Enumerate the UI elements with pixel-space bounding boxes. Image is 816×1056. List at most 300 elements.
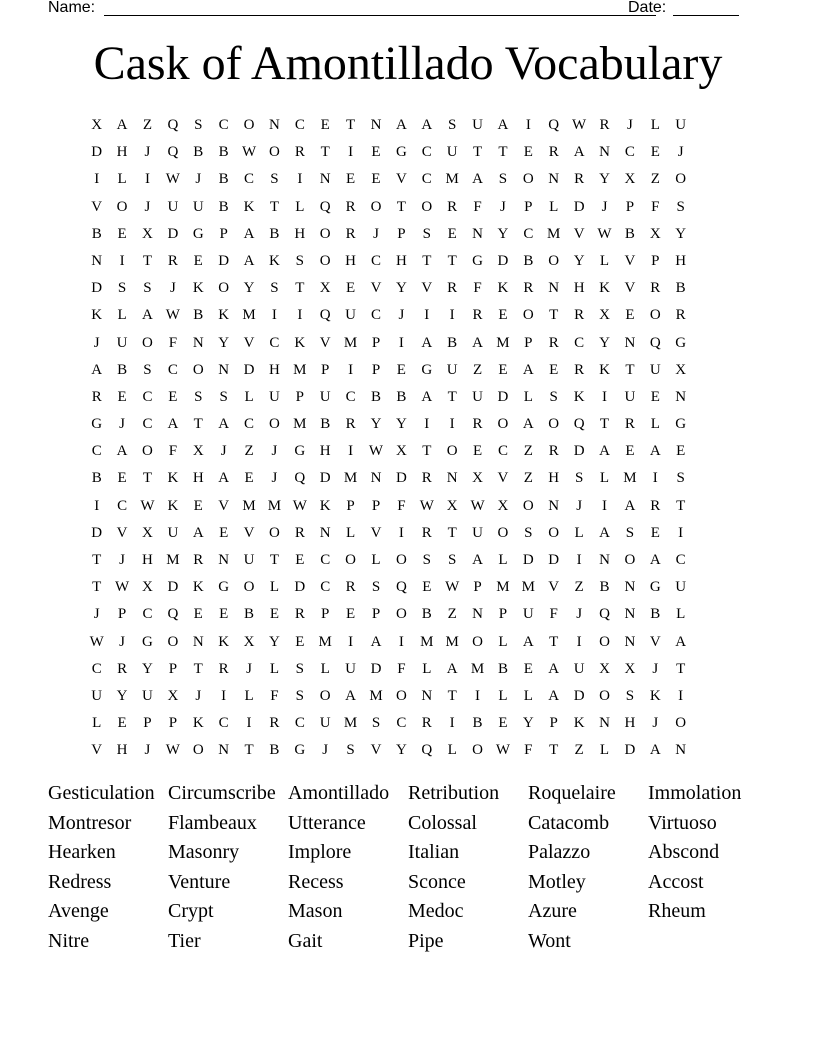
grid-letter[interactable]: A	[345, 687, 357, 704]
grid-letter[interactable]: U	[472, 388, 483, 405]
grid-letter[interactable]: O	[319, 687, 331, 704]
grid-letter[interactable]: T	[447, 524, 457, 541]
grid-letter[interactable]: X	[142, 524, 153, 541]
grid-letter[interactable]: M	[343, 715, 358, 732]
grid-letter[interactable]: G	[472, 252, 483, 269]
grid-letter[interactable]: C	[91, 443, 102, 460]
grid-letter[interactable]: U	[192, 198, 204, 215]
grid-letter[interactable]: T	[498, 144, 508, 161]
grid-letter[interactable]: U	[649, 361, 661, 378]
grid-letter[interactable]: A	[116, 443, 128, 460]
grid-letter[interactable]: A	[624, 497, 636, 514]
grid-letter[interactable]: T	[142, 252, 153, 269]
grid-letter[interactable]: A	[421, 117, 433, 133]
grid-letter[interactable]: U	[446, 361, 458, 378]
grid-letter[interactable]: P	[321, 361, 330, 378]
grid-letter[interactable]: Y	[395, 280, 407, 297]
grid-letter[interactable]: R	[447, 198, 458, 215]
grid-letter[interactable]: Q	[548, 117, 560, 133]
grid-letter[interactable]: E	[320, 117, 330, 133]
grid-letter[interactable]: Y	[370, 416, 382, 433]
grid-letter[interactable]: O	[548, 252, 560, 269]
grid-letter[interactable]: M	[496, 334, 510, 351]
grid-letter[interactable]: A	[497, 117, 509, 133]
grid-letter[interactable]: M	[623, 470, 637, 487]
grid-letter[interactable]: Z	[523, 470, 533, 487]
grid-letter[interactable]: D	[91, 524, 103, 541]
grid-letter[interactable]: Y	[599, 334, 610, 351]
grid-letter[interactable]: G	[142, 633, 153, 650]
grid-letter[interactable]: G	[421, 361, 433, 378]
grid-letter[interactable]: R	[421, 524, 432, 541]
grid-letter[interactable]: H	[675, 252, 687, 269]
grid-letter[interactable]: J	[144, 742, 151, 759]
grid-letter[interactable]: E	[346, 280, 356, 297]
grid-letter[interactable]: I	[348, 443, 354, 460]
grid-letter[interactable]: E	[168, 388, 178, 405]
grid-letter[interactable]: E	[117, 225, 127, 242]
grid-letter[interactable]: L	[650, 416, 660, 433]
grid-letter[interactable]: P	[321, 606, 330, 623]
grid-letter[interactable]: B	[624, 225, 635, 242]
grid-letter[interactable]: I	[348, 633, 354, 650]
grid-letter[interactable]: E	[523, 660, 533, 677]
grid-letter[interactable]: W	[292, 497, 307, 514]
grid-letter[interactable]: X	[142, 579, 153, 596]
grid-letter[interactable]: H	[395, 252, 407, 269]
grid-letter[interactable]: N	[192, 633, 204, 650]
grid-letter[interactable]: J	[373, 225, 379, 242]
grid-letter[interactable]: Q	[649, 334, 661, 351]
grid-letter[interactable]: D	[497, 388, 509, 405]
grid-letter[interactable]: O	[218, 280, 230, 297]
grid-letter[interactable]: P	[524, 198, 533, 215]
grid-letter[interactable]: F	[473, 198, 482, 215]
grid-letter[interactable]: R	[599, 117, 610, 133]
grid-letter[interactable]: G	[675, 416, 687, 433]
grid-letter[interactable]: J	[119, 416, 125, 433]
grid-letter[interactable]: N	[218, 742, 230, 759]
grid-letter[interactable]: Y	[497, 225, 509, 242]
grid-letter[interactable]: W	[495, 742, 511, 759]
grid-letter[interactable]: R	[269, 715, 280, 732]
grid-letter[interactable]: T	[422, 252, 432, 269]
grid-letter[interactable]: U	[345, 660, 357, 677]
grid-letter[interactable]: R	[523, 280, 534, 297]
grid-letter[interactable]: E	[498, 307, 508, 324]
grid-letter[interactable]: I	[602, 388, 607, 405]
grid-letter[interactable]: E	[269, 606, 280, 623]
grid-letter[interactable]: L	[498, 552, 508, 568]
grid-letter[interactable]: B	[523, 252, 534, 269]
grid-letter[interactable]: V	[116, 524, 128, 541]
grid-letter[interactable]: A	[548, 660, 560, 677]
grid-letter[interactable]: O	[522, 171, 534, 188]
grid-letter[interactable]: R	[675, 307, 686, 324]
grid-letter[interactable]: O	[522, 497, 534, 514]
grid-letter[interactable]: A	[522, 416, 534, 433]
grid-letter[interactable]: S	[194, 117, 203, 133]
grid-letter[interactable]: L	[676, 606, 686, 623]
grid-letter[interactable]: T	[295, 280, 305, 297]
grid-letter[interactable]: I	[398, 524, 404, 541]
grid-letter[interactable]: S	[625, 524, 635, 541]
grid-letter[interactable]: P	[549, 715, 558, 732]
grid-letter[interactable]: X	[624, 660, 636, 677]
grid-letter[interactable]: L	[346, 524, 356, 541]
grid-letter[interactable]: L	[523, 687, 533, 704]
grid-letter[interactable]: T	[142, 470, 153, 487]
grid-letter[interactable]: S	[219, 388, 228, 405]
grid-letter[interactable]: X	[599, 660, 610, 677]
grid-letter[interactable]: W	[165, 307, 180, 324]
grid-letter[interactable]: I	[424, 416, 430, 433]
grid-letter[interactable]: I	[449, 715, 455, 732]
grid-letter[interactable]: D	[91, 280, 103, 297]
grid-letter[interactable]: M	[166, 552, 180, 568]
grid-letter[interactable]: W	[165, 742, 180, 759]
grid-letter[interactable]: A	[370, 633, 382, 650]
grid-letter[interactable]: E	[472, 443, 483, 460]
grid-letter[interactable]: N	[548, 280, 560, 297]
grid-letter[interactable]: E	[650, 524, 660, 541]
grid-letter[interactable]: S	[447, 117, 457, 133]
grid-letter[interactable]: O	[472, 742, 483, 759]
grid-letter[interactable]: P	[498, 606, 508, 623]
grid-letter[interactable]: P	[651, 252, 660, 269]
grid-letter[interactable]: C	[345, 388, 356, 405]
grid-letter[interactable]: L	[117, 307, 127, 324]
grid-letter[interactable]: B	[218, 171, 229, 188]
grid-letter[interactable]: R	[294, 144, 305, 161]
grid-letter[interactable]: O	[142, 443, 153, 460]
grid-letter[interactable]: L	[269, 579, 280, 596]
grid-letter[interactable]: O	[395, 606, 407, 623]
grid-letter[interactable]: I	[348, 361, 354, 378]
grid-letter[interactable]: O	[319, 252, 331, 269]
grid-letter[interactable]: D	[395, 470, 407, 487]
grid-letter[interactable]: T	[472, 144, 483, 161]
grid-letter[interactable]: G	[218, 579, 230, 596]
grid-letter[interactable]: G	[395, 144, 407, 161]
grid-letter[interactable]: B	[91, 470, 102, 487]
grid-letter[interactable]: V	[649, 633, 661, 650]
grid-letter[interactable]: Y	[395, 742, 407, 759]
grid-letter[interactable]: E	[193, 606, 203, 623]
grid-letter[interactable]: I	[398, 334, 404, 351]
grid-letter[interactable]: Y	[269, 633, 280, 650]
grid-letter[interactable]: C	[370, 252, 381, 269]
grid-letter[interactable]: N	[91, 252, 103, 269]
grid-letter[interactable]: T	[625, 361, 635, 378]
grid-letter[interactable]: K	[599, 280, 610, 297]
grid-letter[interactable]: G	[675, 334, 687, 351]
grid-letter[interactable]: C	[294, 715, 305, 732]
grid-letter[interactable]: M	[318, 633, 332, 650]
grid-letter[interactable]: A	[116, 117, 128, 133]
grid-letter[interactable]: X	[243, 633, 255, 650]
grid-letter[interactable]: M	[293, 416, 307, 433]
grid-letter[interactable]: L	[599, 470, 610, 487]
grid-letter[interactable]: U	[243, 552, 255, 568]
grid-letter[interactable]: K	[192, 715, 204, 732]
grid-letter[interactable]: L	[498, 633, 508, 650]
grid-letter[interactable]: N	[192, 334, 204, 351]
grid-letter[interactable]: C	[497, 443, 508, 460]
grid-letter[interactable]: M	[445, 171, 459, 188]
grid-letter[interactable]: J	[119, 633, 125, 650]
grid-letter[interactable]: E	[193, 497, 203, 514]
grid-letter[interactable]: W	[572, 117, 587, 133]
grid-letter[interactable]: Y	[243, 280, 255, 297]
grid-letter[interactable]: B	[117, 361, 128, 378]
grid-letter[interactable]: L	[269, 660, 280, 677]
grid-letter[interactable]: V	[573, 225, 585, 242]
grid-letter[interactable]: T	[269, 198, 280, 215]
grid-letter[interactable]: Q	[599, 606, 610, 623]
grid-letter[interactable]: L	[650, 117, 660, 133]
grid-letter[interactable]: X	[319, 280, 331, 297]
grid-letter[interactable]: N	[624, 579, 636, 596]
grid-letter[interactable]: E	[117, 715, 127, 732]
grid-letter[interactable]: A	[472, 171, 483, 188]
grid-letter[interactable]: Q	[294, 470, 306, 487]
grid-letter[interactable]: K	[573, 388, 585, 405]
grid-letter[interactable]: L	[447, 742, 457, 759]
grid-letter[interactable]: S	[143, 280, 152, 297]
grid-letter[interactable]: R	[574, 361, 585, 378]
grid-letter[interactable]: B	[599, 579, 610, 596]
grid-letter[interactable]: M	[521, 579, 535, 596]
grid-letter[interactable]: R	[167, 252, 178, 269]
grid-letter[interactable]: T	[422, 443, 432, 460]
grid-letter[interactable]: Q	[319, 198, 331, 215]
grid-letter[interactable]: C	[396, 715, 407, 732]
grid-letter[interactable]: W	[241, 144, 257, 161]
grid-letter[interactable]: I	[449, 307, 455, 324]
grid-letter[interactable]: J	[93, 334, 100, 351]
grid-letter[interactable]: E	[625, 443, 635, 460]
grid-letter[interactable]: P	[168, 715, 178, 732]
grid-letter[interactable]: D	[294, 579, 306, 596]
grid-letter[interactable]: G	[294, 742, 306, 759]
grid-letter[interactable]: D	[624, 742, 636, 759]
grid-letter[interactable]: X	[624, 171, 636, 188]
grid-letter[interactable]: N	[446, 470, 458, 487]
grid-letter[interactable]: N	[675, 742, 687, 759]
grid-letter[interactable]: T	[549, 307, 559, 324]
grid-letter[interactable]: B	[472, 715, 483, 732]
grid-letter[interactable]: P	[524, 334, 533, 351]
grid-letter[interactable]: Z	[472, 361, 483, 378]
grid-letter[interactable]: Q	[167, 606, 179, 623]
grid-letter[interactable]: L	[320, 660, 330, 677]
grid-letter[interactable]: U	[167, 524, 179, 541]
grid-letter[interactable]: O	[319, 225, 331, 242]
grid-letter[interactable]: E	[371, 171, 381, 188]
grid-letter[interactable]: E	[244, 470, 254, 487]
grid-letter[interactable]: O	[599, 633, 610, 650]
grid-letter[interactable]: R	[218, 660, 229, 677]
grid-letter[interactable]: V	[370, 280, 382, 297]
grid-letter[interactable]: A	[395, 117, 407, 133]
grid-letter[interactable]: C	[142, 388, 153, 405]
grid-letter[interactable]: A	[522, 633, 534, 650]
grid-letter[interactable]: X	[395, 443, 407, 460]
grid-letter[interactable]: I	[94, 497, 100, 514]
grid-letter[interactable]: J	[500, 198, 506, 215]
grid-letter[interactable]: I	[576, 552, 582, 568]
grid-letter[interactable]: V	[243, 524, 255, 541]
grid-letter[interactable]: D	[573, 198, 585, 215]
grid-letter[interactable]: A	[421, 334, 433, 351]
date-field[interactable]	[673, 15, 739, 16]
grid-letter[interactable]: T	[676, 660, 686, 677]
grid-letter[interactable]: X	[142, 225, 153, 242]
grid-letter[interactable]: O	[522, 307, 534, 324]
grid-letter[interactable]: E	[219, 606, 229, 623]
grid-letter[interactable]: D	[167, 225, 179, 242]
grid-letter[interactable]: K	[192, 579, 204, 596]
grid-letter[interactable]: J	[93, 606, 100, 623]
grid-letter[interactable]: X	[91, 117, 103, 133]
grid-letter[interactable]: M	[420, 633, 434, 650]
grid-letter[interactable]: I	[678, 687, 684, 704]
grid-letter[interactable]: J	[601, 198, 608, 215]
grid-letter[interactable]: P	[168, 660, 178, 677]
grid-letter[interactable]: C	[167, 361, 178, 378]
grid-letter[interactable]: F	[168, 334, 178, 351]
grid-letter[interactable]: D	[243, 361, 255, 378]
grid-letter[interactable]: K	[218, 307, 230, 324]
grid-letter[interactable]: A	[91, 361, 103, 378]
grid-letter[interactable]: V	[497, 470, 509, 487]
grid-letter[interactable]: G	[192, 225, 204, 242]
grid-letter[interactable]: E	[650, 144, 660, 161]
grid-letter[interactable]: D	[548, 552, 560, 568]
grid-letter[interactable]: E	[346, 606, 356, 623]
grid-letter[interactable]: Y	[142, 660, 153, 677]
grid-letter[interactable]: T	[346, 117, 356, 133]
grid-letter[interactable]: D	[573, 687, 585, 704]
grid-letter[interactable]: S	[574, 470, 584, 487]
grid-letter[interactable]: H	[319, 443, 331, 460]
grid-letter[interactable]: O	[269, 416, 280, 433]
grid-letter[interactable]: H	[345, 252, 357, 269]
grid-letter[interactable]: N	[548, 497, 560, 514]
grid-letter[interactable]: U	[116, 334, 128, 351]
grid-letter[interactable]: B	[269, 225, 280, 242]
grid-letter[interactable]: E	[346, 171, 356, 188]
grid-letter[interactable]: F	[397, 497, 406, 514]
grid-letter[interactable]: D	[167, 579, 179, 596]
grid-letter[interactable]: B	[269, 742, 280, 759]
grid-letter[interactable]: O	[624, 552, 636, 568]
grid-letter[interactable]: V	[395, 171, 407, 188]
grid-letter[interactable]: J	[169, 280, 176, 297]
grid-letter[interactable]: E	[117, 470, 127, 487]
grid-letter[interactable]: N	[421, 687, 433, 704]
grid-letter[interactable]: O	[192, 742, 204, 759]
grid-letter[interactable]: T	[244, 742, 254, 759]
grid-letter[interactable]: V	[370, 524, 382, 541]
grid-letter[interactable]: F	[168, 443, 178, 460]
grid-letter[interactable]: U	[269, 388, 280, 405]
grid-letter[interactable]: U	[345, 307, 357, 324]
grid-letter[interactable]: N	[624, 606, 636, 623]
grid-letter[interactable]: C	[218, 117, 229, 133]
grid-letter[interactable]: N	[599, 715, 610, 732]
grid-letter[interactable]: T	[396, 198, 406, 215]
grid-letter[interactable]: C	[269, 334, 280, 351]
grid-letter[interactable]: U	[142, 687, 153, 704]
grid-letter[interactable]: I	[297, 307, 303, 324]
grid-letter[interactable]: J	[322, 742, 329, 759]
grid-letter[interactable]: D	[497, 252, 509, 269]
grid-letter[interactable]: B	[244, 606, 255, 623]
grid-letter[interactable]: E	[549, 361, 559, 378]
grid-letter[interactable]: U	[573, 660, 585, 677]
grid-letter[interactable]: E	[625, 307, 635, 324]
grid-letter[interactable]: K	[167, 470, 179, 487]
grid-letter[interactable]: O	[472, 633, 483, 650]
grid-letter[interactable]: N	[624, 334, 636, 351]
grid-letter[interactable]: T	[320, 144, 330, 161]
grid-letter[interactable]: J	[220, 443, 227, 460]
grid-letter[interactable]: Y	[522, 715, 534, 732]
grid-letter[interactable]: K	[91, 307, 103, 324]
grid-letter[interactable]: I	[246, 715, 252, 732]
grid-letter[interactable]: U	[522, 606, 534, 623]
grid-letter[interactable]: T	[676, 497, 686, 514]
grid-letter[interactable]: C	[91, 660, 102, 677]
grid-letter[interactable]: I	[449, 416, 455, 433]
grid-letter[interactable]: V	[421, 280, 433, 297]
grid-letter[interactable]: M	[242, 497, 256, 514]
grid-letter[interactable]: C	[421, 171, 432, 188]
grid-letter[interactable]: N	[599, 552, 610, 568]
grid-letter[interactable]: L	[244, 388, 254, 405]
grid-letter[interactable]: I	[475, 687, 481, 704]
grid-letter[interactable]: P	[371, 334, 381, 351]
grid-letter[interactable]: E	[193, 252, 203, 269]
grid-letter[interactable]: U	[472, 524, 483, 541]
grid-letter[interactable]: Z	[447, 606, 457, 623]
grid-letter[interactable]: R	[650, 497, 661, 514]
grid-letter[interactable]: P	[143, 715, 152, 732]
grid-letter[interactable]: X	[472, 470, 483, 487]
grid-letter[interactable]: A	[649, 742, 661, 759]
grid-letter[interactable]: M	[242, 307, 256, 324]
grid-letter[interactable]: X	[675, 361, 687, 378]
grid-letter[interactable]: A	[167, 416, 179, 433]
grid-letter[interactable]: A	[472, 552, 483, 568]
grid-letter[interactable]: Z	[574, 742, 584, 759]
grid-letter[interactable]: U	[446, 144, 458, 161]
grid-letter[interactable]: A	[548, 687, 560, 704]
grid-letter[interactable]: Q	[167, 144, 179, 161]
grid-letter[interactable]: V	[91, 198, 103, 215]
grid-letter[interactable]: R	[117, 660, 128, 677]
grid-letter[interactable]: G	[91, 416, 103, 433]
grid-letter[interactable]: K	[218, 633, 230, 650]
grid-letter[interactable]: S	[371, 579, 381, 596]
grid-letter[interactable]: R	[447, 280, 458, 297]
grid-letter[interactable]: S	[549, 388, 558, 405]
grid-letter[interactable]: U	[319, 388, 331, 405]
grid-letter[interactable]: S	[676, 470, 685, 487]
grid-letter[interactable]: S	[295, 687, 304, 704]
